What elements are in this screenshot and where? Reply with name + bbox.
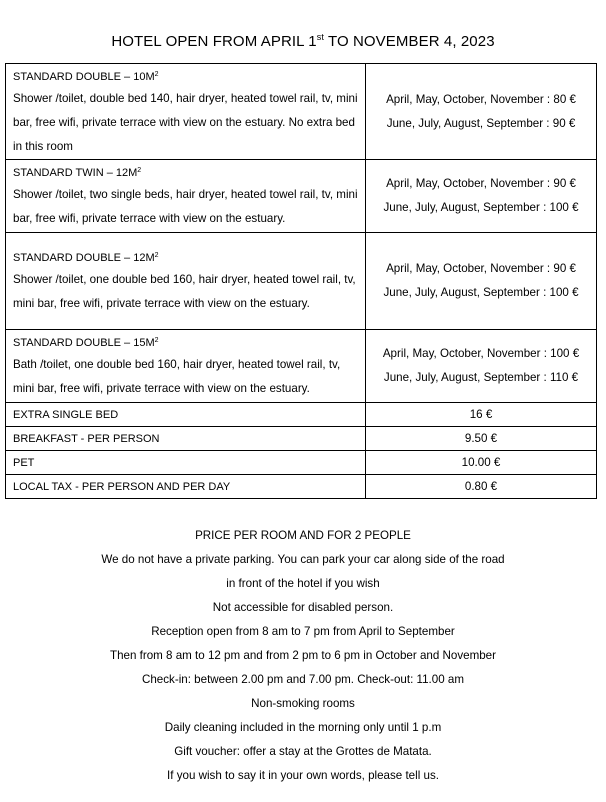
note-line: Daily cleaning included in the morning only until 1 p.m (164, 721, 442, 734)
rates-table (5, 63, 597, 499)
notes-section (0, 524, 606, 788)
room-row (6, 64, 597, 160)
note-line: We do not have a private parking. You can park your car along side of the road (101, 553, 505, 566)
price-low-season: April, May, October, November : 90 € (386, 177, 576, 190)
price-high-season: June, July, August, September : 100 € (383, 286, 579, 299)
room-name: STANDARD DOUBLE – $15M^2$ (13, 337, 159, 349)
room-price-cell (366, 330, 597, 403)
extra-price: 10.00 € (366, 451, 597, 475)
note-line: PRICE PER ROOM AND FOR 2 PEOPLE (195, 529, 411, 542)
note-line: If you wish to say it in your own words, please tell us. (167, 769, 439, 782)
extra-label: PET (6, 451, 366, 475)
extra-row (6, 403, 597, 427)
note-line: Non-smoking rooms (251, 697, 355, 710)
note-line: Gift voucher: offer a stay at the Grottes de Matata. (174, 745, 432, 758)
room-price-cell (366, 233, 597, 330)
note-line: Check-in: between 2.00 pm and 7.00 pm. Check-out: 11.00 am (141, 673, 464, 686)
extra-row (6, 427, 597, 451)
room-row (6, 160, 597, 233)
room-row (6, 233, 597, 330)
page-title: HOTEL OPEN FROM APRIL 1st TO NOVEMBER 4, 2023 (111, 32, 495, 50)
room-description-cell (6, 330, 366, 403)
extra-price: 9.50 € (366, 427, 597, 451)
price-high-season: June, July, August, September : 90 € (386, 116, 576, 130)
note-line: in front of the hotel if you wish (226, 577, 380, 590)
room-description: Shower /toilet, one double bed 160, hair dryer, heated towel rail, tv, mini bar, free wifi, private terrace with view on the estuary. (13, 273, 356, 310)
room-description-cell (6, 233, 366, 330)
price-low-season: April, May, October, November : 90 € (386, 262, 576, 275)
extra-label: BREAKFAST - PER PERSON (6, 427, 366, 451)
price-low-season: April, May, October, November : 100 € (382, 347, 580, 360)
room-row (6, 330, 597, 403)
extra-price: 16 € (366, 403, 597, 427)
room-description: Bath /toilet, one double bed 160, hair dryer, heated towel rail, tv, mini bar, free wifi, private terrace with view on the estuary. (13, 358, 341, 395)
extra-row (6, 451, 597, 475)
price-high-season: June, July, August, September : 110 € (383, 371, 579, 384)
extra-label: EXTRA SINGLE BED (6, 403, 366, 427)
room-description-cell (6, 64, 366, 160)
note-line: Not accessible for disabled person. (212, 601, 394, 614)
room-price-cell (366, 160, 597, 233)
room-name: STANDARD DOUBLE – $10M^2$ (13, 70, 159, 83)
room-name: STANDARD TWIN – $12M^2$ (13, 167, 142, 179)
title-superscript: st (316, 32, 324, 42)
extra-row (6, 475, 597, 499)
room-name: STANDARD DOUBLE – $12M^2$ (13, 252, 159, 264)
extra-label: LOCAL TAX - PER PERSON AND PER DAY (6, 475, 366, 499)
note-line: Reception open from 8 am to 7 pm from April to September (151, 625, 455, 638)
room-description: Shower /toilet, double bed 140, hair dryer, heated towel rail, tv, mini bar, free wifi, private terrace with view on the estuary. No extra bed in this room (13, 91, 358, 153)
price-low-season: April, May, October, November : 80 € (386, 92, 576, 106)
price-high-season: June, July, August, September : 100 € (383, 201, 579, 214)
room-price-cell (366, 64, 597, 160)
extra-price: 0.80 € (366, 475, 597, 499)
note-line: Then from 8 am to 12 pm and from 2 pm to 6 pm in October and November (110, 649, 496, 662)
room-description-cell (6, 160, 366, 233)
room-description: Shower /toilet, two single beds, hair dryer, heated towel rail, tv, mini bar, free wifi, private terrace with view on the estuary. (13, 188, 358, 225)
